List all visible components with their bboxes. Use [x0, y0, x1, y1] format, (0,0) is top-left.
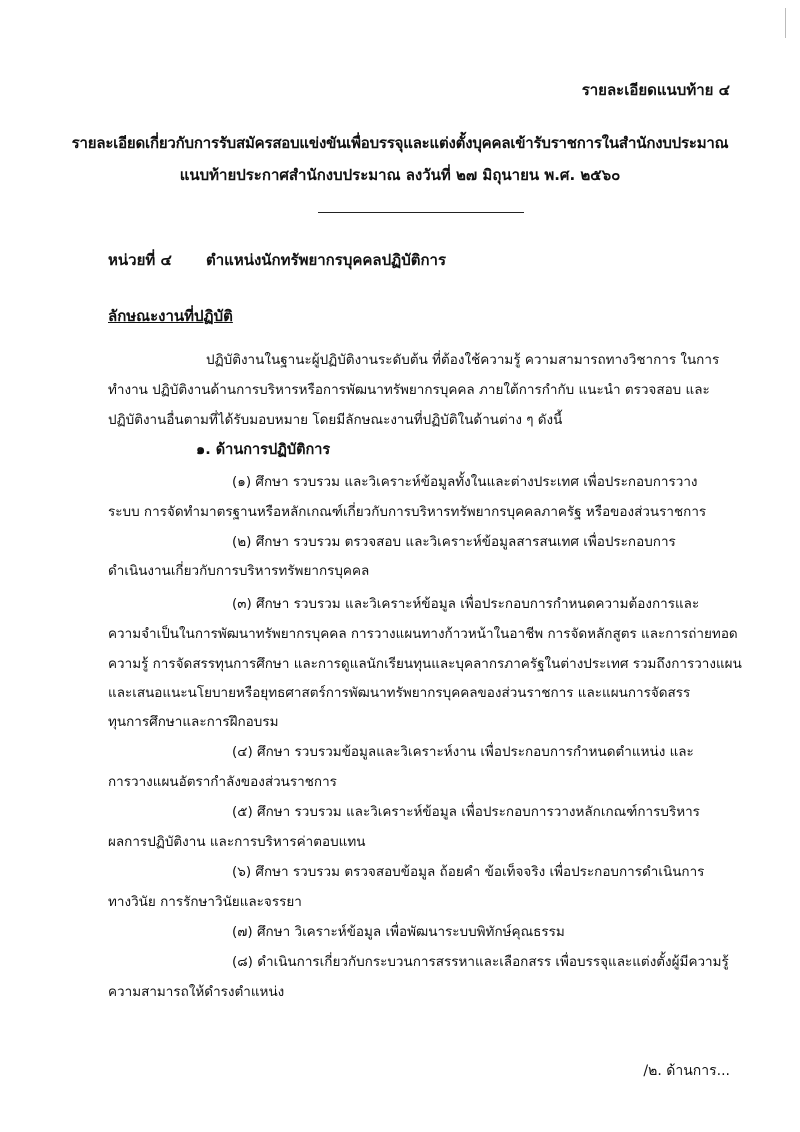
document-title-line-2: แนบท้ายประกาศสำนักงบประมาณ ลงวันที่ ๒๗ มิถุนายน พ.ศ. ๒๕๖๐ [179, 166, 621, 184]
title-divider [318, 212, 524, 213]
unit-title: ตำแหน่งนักทรัพยากรบุคคลปฏิบัติการ [206, 251, 447, 269]
continuation-note: /๒. ด้านการ... [643, 1063, 730, 1079]
item-line: ความจำเป็นในการพัฒนาทรัพยากรบุคคล การวางแผนทางก้าวหน้าในอาชีพ การจัดหลักสูตร และการถ่ายทอด [108, 626, 738, 642]
item-line: (๒) ศึกษา รวบรวม ตรวจสอบ และวิเคราะห์ข้อมูลสารสนเทศ เพื่อประกอบการ [232, 534, 676, 550]
intro-line: ปฏิบัติงานอื่นตามที่ได้รับมอบหมาย โดยมีลักษณะงานที่ปฏิบัติในด้านต่าง ๆ ดังนี้ [108, 412, 563, 428]
item-line: ทางวินัย การรักษาวินัยและจรรยา [108, 894, 302, 910]
item-line: (๘) ดำเนินการเกี่ยวกับกระบวนการสรรหาและเลือกสรร เพื่อบรรจุและแต่งตั้งผู้มีความรู้ [232, 954, 729, 970]
item-line: (๕) ศึกษา รวบรวม และวิเคราะห์ข้อมูล เพื่อประกอบการวางหลักเกณฑ์การบริหาร [232, 804, 700, 820]
attachment-label: รายละเอียดแนบท้าย ๔ [581, 81, 730, 99]
item-line: ดำเนินงานเกี่ยวกับการบริหารทรัพยากรบุคคล [108, 563, 370, 579]
item-line: (๓) ศึกษา รวบรวม และวิเคราะห์ข้อมูล เพื่อประกอบการกำหนดความต้องการและ [232, 596, 700, 612]
intro-line: ทำงาน ปฏิบัติงานด้านการบริหารหรือการพัฒนาทรัพยากรบุคคล ภายใต้การกำกับ แนะนำ ตรวจสอบ และ [108, 382, 710, 398]
item-line: (๑) ศึกษา รวบรวม และวิเคราะห์ข้อมูลทั้งในและต่างประเทศ เพื่อประกอบการวาง [232, 474, 698, 490]
subsection-heading: ๑. ด้านการปฏิบัติการ [196, 442, 331, 458]
section-heading: ลักษณะงานที่ปฏิบัติ [108, 307, 233, 325]
item-line: ระบบ การจัดทำมาตรฐานหรือหลักเกณฑ์เกี่ยวกับการบริหารทรัพยากรบุคคลภาครัฐ หรือของส่วนราชการ [108, 504, 707, 520]
item-line: (๗) ศึกษา วิเคราะห์ข้อมูล เพื่อพัฒนาระบบพิทักษ์คุณธรรม [232, 924, 565, 940]
scan-artifact-mark [785, 8, 786, 38]
item-line: ผลการปฏิบัติงาน และการบริหารค่าตอบแทน [108, 834, 366, 850]
item-line: ความสามารถให้ดำรงตำแหน่ง [108, 984, 285, 1000]
item-line: ทุนการศึกษาและการฝึกอบรม [108, 714, 279, 730]
item-line: (๔) ศึกษา รวบรวมข้อมูลและวิเคราะห์งาน เพื่อประกอบการกำหนดตำแหน่ง และ [232, 744, 694, 760]
item-line: และเสนอแนะนโยบายหรือยุทธศาสตร์การพัฒนาทรัพยากรบุคคลของส่วนราชการ และแผนการจัดสรร [108, 685, 691, 701]
intro-line: ปฏิบัติงานในฐานะผู้ปฏิบัติงานระดับต้น ที่ต้องใช้ความรู้ ความสามารถทางวิชาการ ในการ [206, 352, 720, 368]
item-line: ความรู้ การจัดสรรทุนการศึกษา และการดูแลนักเรียนทุนและบุคลากรภาครัฐในต่างประเทศ รวมถึงการวางแผน [108, 656, 742, 672]
unit-label: หน่วยที่ ๔ [108, 251, 172, 269]
item-line: การวางแผนอัตรากำลังของส่วนราชการ [108, 774, 337, 790]
item-line: (๖) ศึกษา รวบรวม ตรวจสอบข้อมูล ถ้อยคำ ข้อเท็จจริง เพื่อประกอบการดำเนินการ [232, 864, 705, 880]
document-title-line-1: รายละเอียดเกี่ยวกับการรับสมัครสอบแข่งขันเพื่อบรรจุและแต่งตั้งบุคคลเข้ารับราชการในสำนักงบประมาณ [71, 134, 729, 152]
